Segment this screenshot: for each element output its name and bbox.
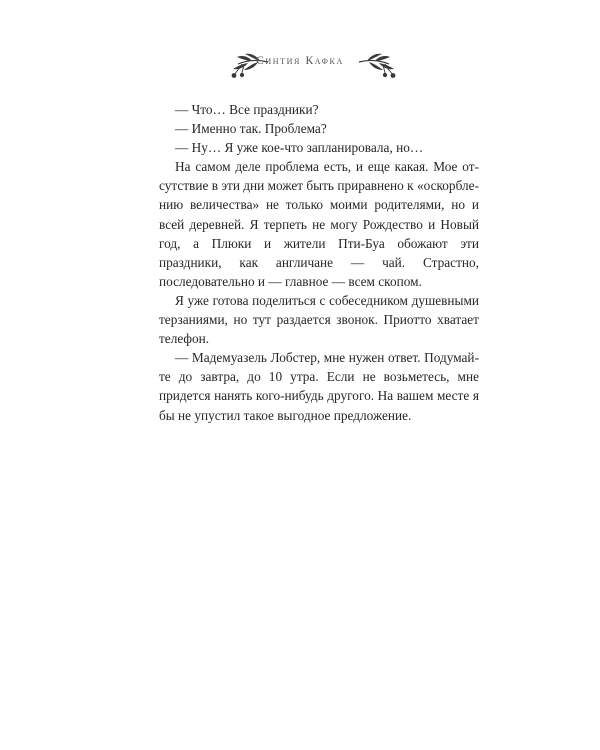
paragraph: — Мадемуазель Лобстер, мне нужен ответ. Подумайте до завтра, до 10 утра. Если не возьметесь, мне придется нанять кого-нибудь другого. На вашем месте я бы не упустил такое выгодное предложение. <box>159 350 479 423</box>
paragraph: — Именно так. Проблема? <box>175 121 327 137</box>
running-header <box>0 51 600 81</box>
paragraph: Я уже готова поделиться с собеседником душевными терзаниями, но тут раздается звонок. Приотто хватает телефон. <box>159 292 479 347</box>
paragraph: На самом деле проблема есть, и еще какая. Мое отсутствие в эти дни может быть приравнено к «оскорблению величества» не только моими родителями, но и всей деревней. Я терпеть не могу Рождество и Новый год, а Плюки и жители Пти-Буа обожают эти праздники, как англичане — чай. Страстно, последовательно и — главное — всем скопом. <box>159 159 479 289</box>
header-author-name: Синтия Кафка <box>256 55 344 67</box>
floral-ornament-right-icon <box>357 51 397 79</box>
body-text <box>159 100 479 425</box>
paragraph: — Ну… Я уже кое-что запланировала, но… <box>175 140 424 156</box>
paragraph: — Что… Все праздники? <box>175 102 319 117</box>
